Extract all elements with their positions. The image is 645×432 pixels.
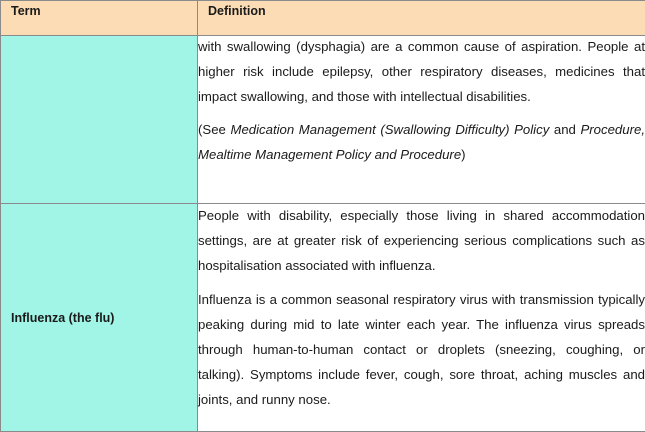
definition-paragraph: Influenza is a common seasonal respiratory virus with transmission typically peaking during mid to late winter each year. The influenza virus spreads through human-to-human contact or droplets (sneezing, coughing, or talking). Symptoms include fever, cough, sore throat, aching muscles and joints, and runny nose.: [198, 288, 645, 412]
definition-paragraph: People with disability, especially those living in shared accommodation settings, are at greater risk of experiencing serious complications such as hospitalisation associated with influenza.: [198, 204, 645, 278]
term-column-header: Term: [1, 1, 198, 36]
table-row: [1, 204, 645, 432]
term-cell: [1, 204, 198, 432]
reference-paragraph: [198, 118, 645, 168]
reference-suffix: ): [461, 147, 465, 162]
reference-middle: and: [549, 122, 580, 137]
term-cell: [1, 36, 198, 204]
table-header-row: [1, 1, 645, 36]
definition-paragraph: with swallowing (dysphagia) are a common cause of aspiration. People at higher risk include epilepsy, other respiratory diseases, medicines that impact swallowing, and those with intellectual disabilities.: [198, 35, 645, 109]
reference-prefix: (See: [198, 122, 230, 137]
definition-cell: [198, 204, 645, 432]
reference-policy-2: Procedure, Mealtime Management Policy and Procedure: [198, 122, 645, 162]
term-label: Influenza (the flu): [1, 311, 197, 325]
table-row: [1, 36, 645, 204]
definition-cell: [198, 36, 645, 204]
reference-policy-1: Medication Management (Swallowing Difficulty) Policy: [230, 122, 549, 137]
definition-column-header: Definition: [198, 1, 645, 36]
